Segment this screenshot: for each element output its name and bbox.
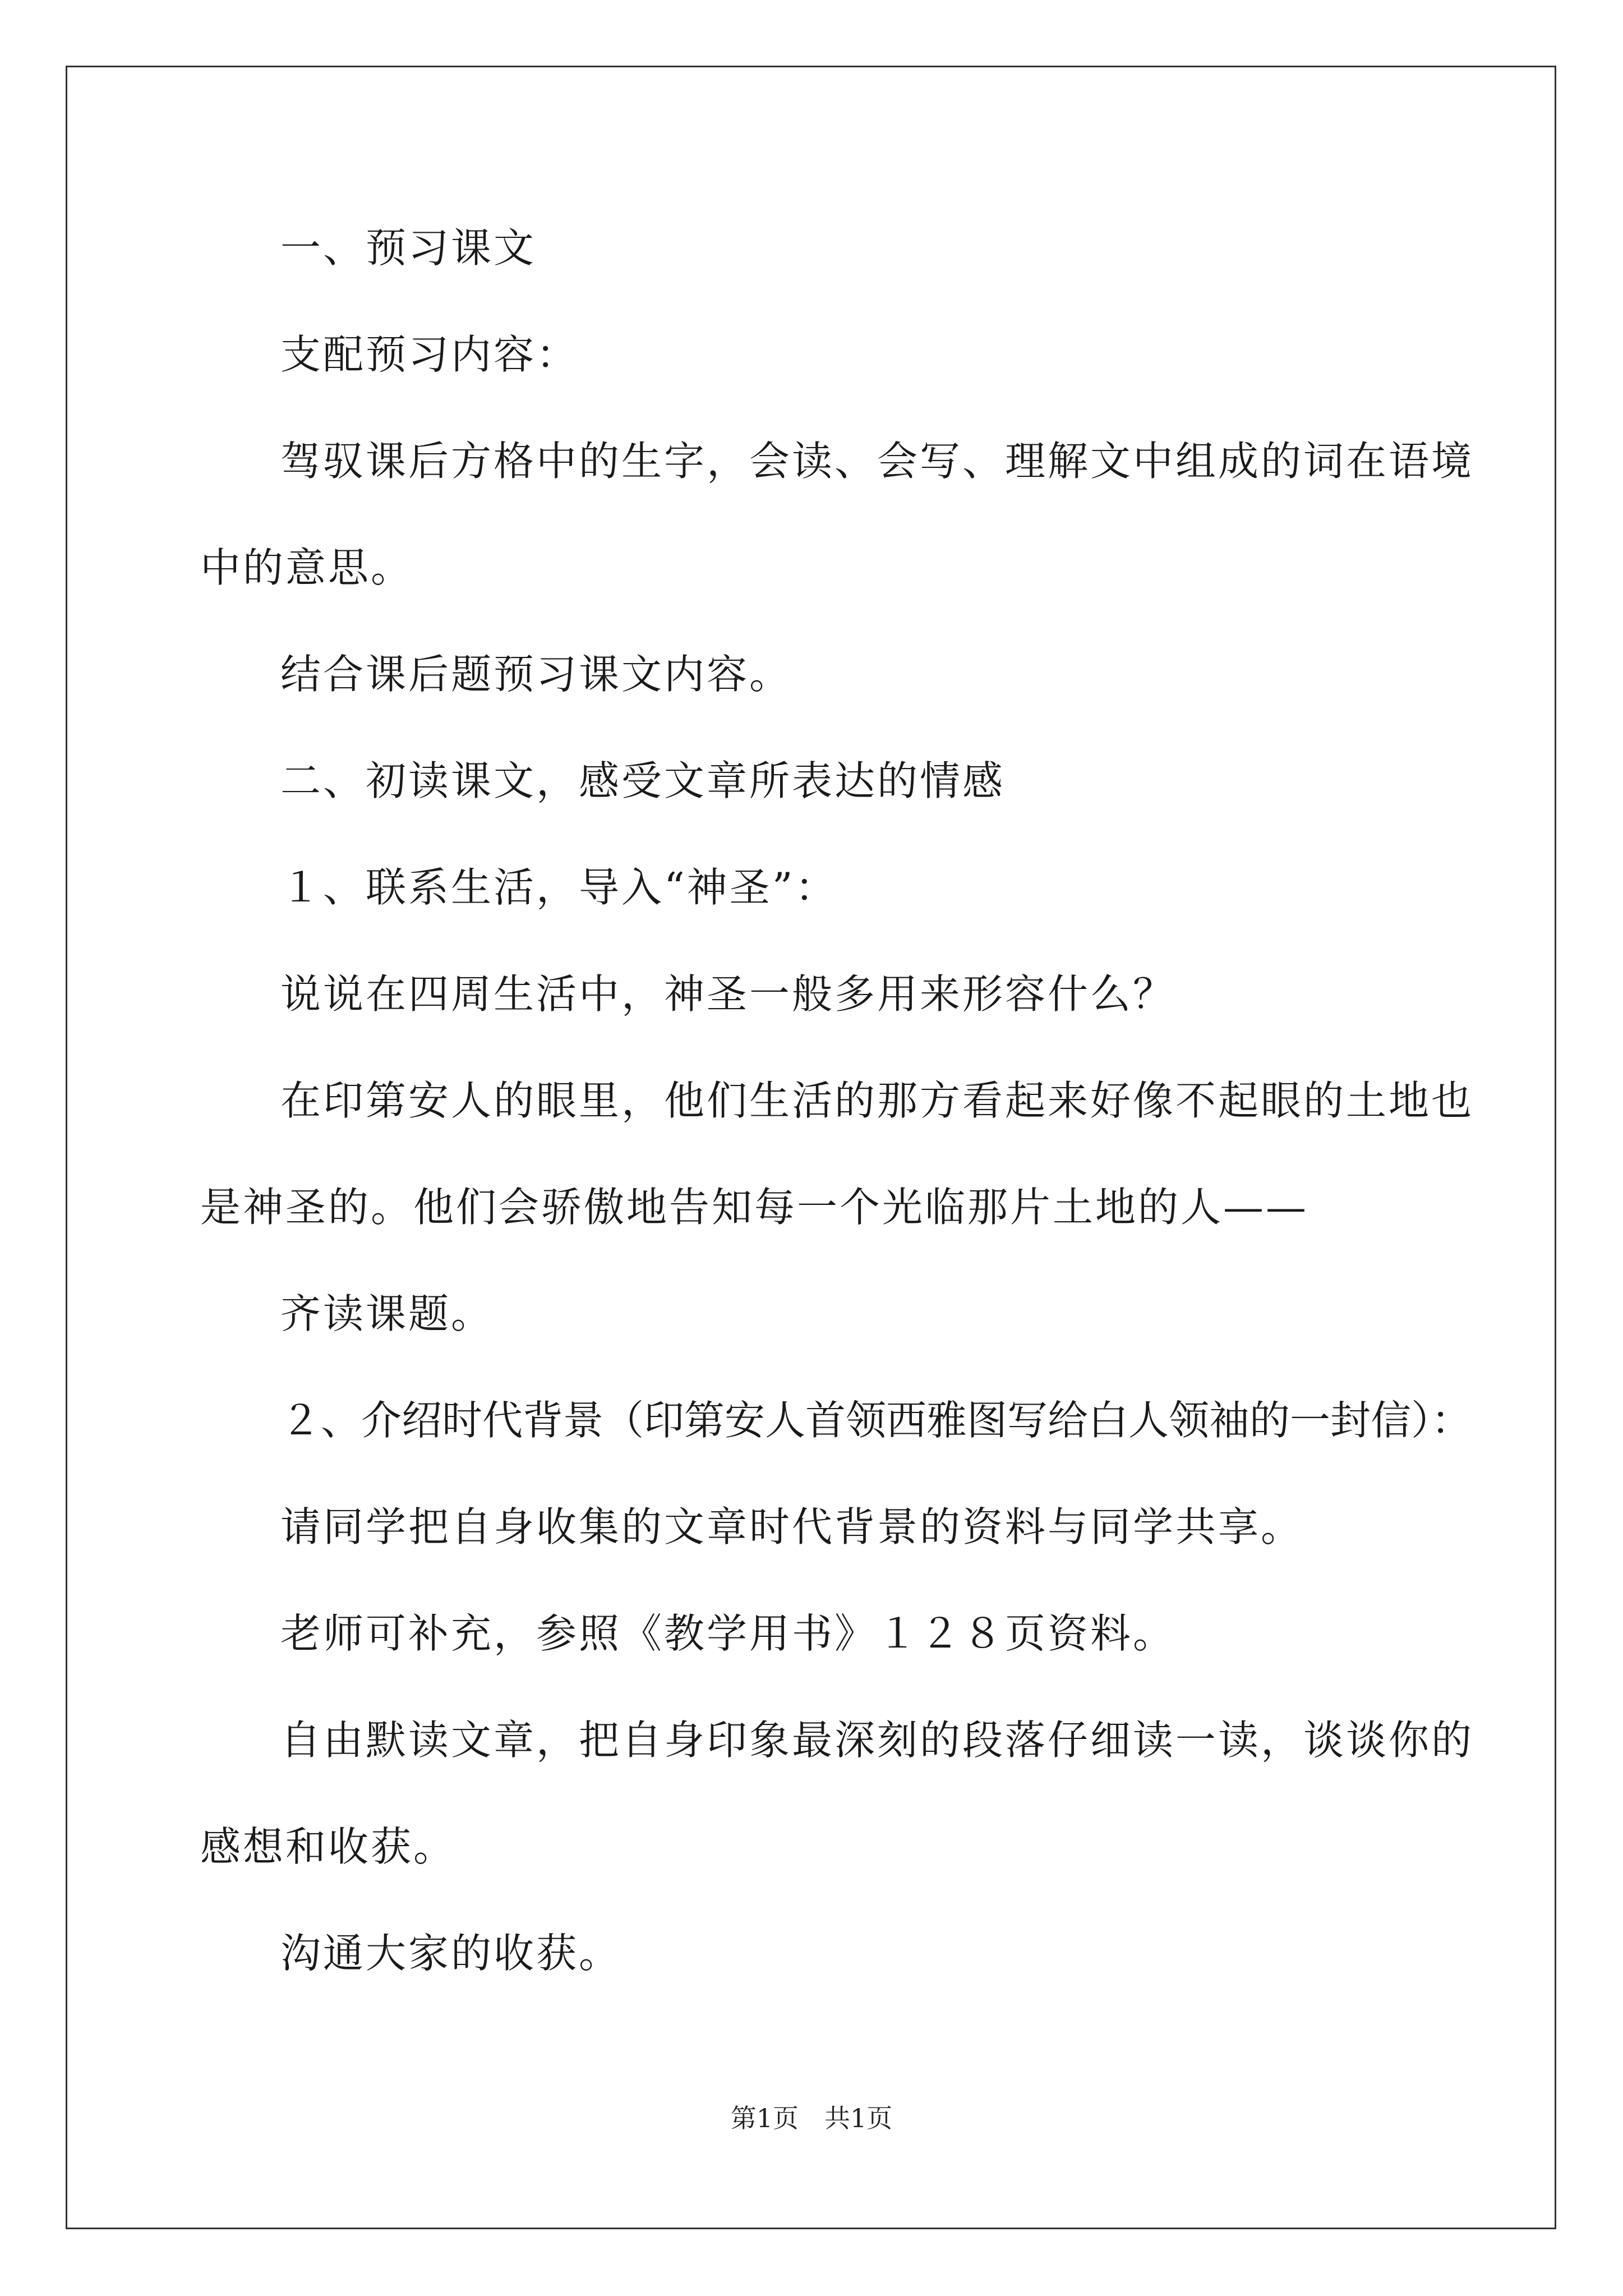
- paragraph-continuation: 是神圣的。他们会骄傲地告知每一个光临那片土地的人——: [200, 1184, 1309, 1231]
- paragraph: １、联系生活，导入“神圣”：: [280, 864, 838, 911]
- paragraph: 结合课后题预习课文内容。: [280, 651, 792, 698]
- paragraph-continuation: 感想和收获。: [200, 1823, 457, 1870]
- paragraph: ２、介绍时代背景（印第安人首领西雅图写给白人领袖的一封信）：: [280, 1397, 1472, 1444]
- paragraph: 齐读课题。: [280, 1290, 494, 1337]
- paragraph: 沟通大家的收获。: [280, 1930, 622, 1977]
- paragraph: 请同学把自身收集的文章时代背景的资料与同学共享。: [280, 1503, 1304, 1550]
- page-border: [66, 66, 1556, 2229]
- paragraph: 自由默读文章，把自身印象最深刻的段落仔细读一读，谈谈你的: [280, 1717, 1474, 1764]
- page-number: 第1页 共1页: [730, 2103, 893, 2133]
- heading-first-reading: 二、初读课文，感受文章所表达的情感: [280, 757, 1006, 804]
- paragraph: 驾驭课后方格中的生字，会读、会写、理解文中组成的词在语境: [280, 438, 1474, 485]
- paragraph-continuation: 中的意思。: [200, 544, 414, 591]
- heading-preview: 一、预习课文: [280, 224, 537, 272]
- paragraph: 说说在四周生活中，神圣一般多用来形容什么？: [280, 970, 1176, 1018]
- paragraph: 在印第安人的眼里，他们生活的那方看起来好像不起眼的土地也: [280, 1077, 1474, 1124]
- paragraph: 支配预习内容：: [280, 331, 579, 378]
- paragraph: 老师可补充，参照《教学用书》１２８页资料。: [280, 1610, 1176, 1657]
